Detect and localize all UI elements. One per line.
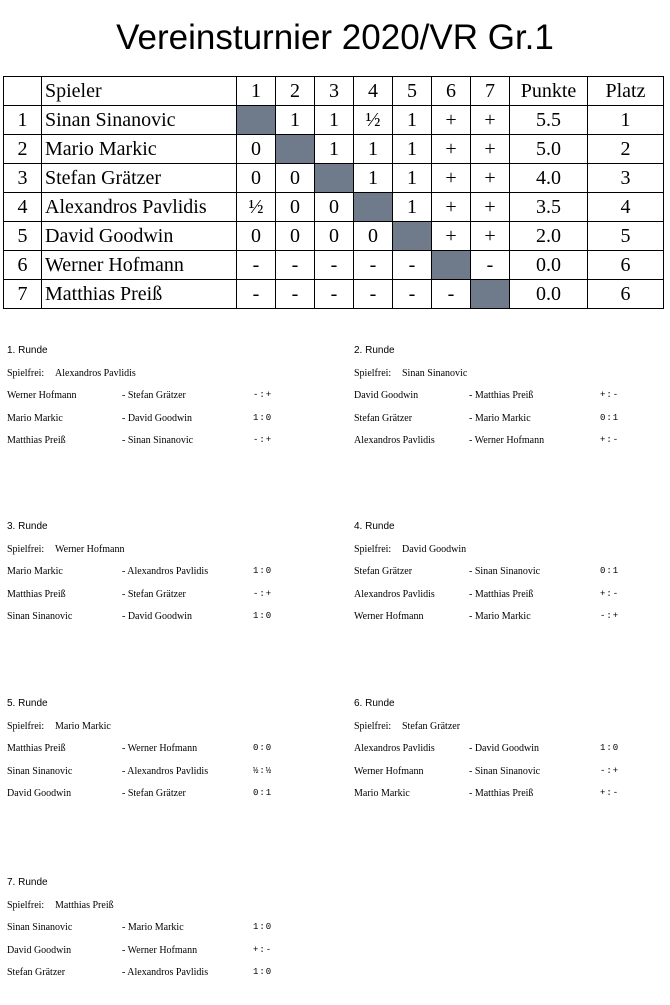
game-result: 1:0 [253,611,273,621]
diagonal-cell [432,251,471,280]
diagonal-cell [393,222,432,251]
result-cell: - [315,280,354,309]
header-col: 6 [432,77,471,106]
result-cell: 0 [276,164,315,193]
result-cell: + [471,193,510,222]
bye-line [7,368,136,379]
header-col: 4 [354,77,393,106]
round-title: 3. Runde [7,521,48,532]
bye-player: Stefan Grätzer [402,721,461,732]
game-result: 1:0 [253,412,273,423]
white-player: Stefan Grätzer [7,967,66,978]
black-player: - Sinan Sinanovic [469,765,541,777]
player-name: Stefan Grätzer [42,164,237,193]
result-cell: 1 [393,193,432,222]
black-player: - Alexandros Pavlidis [122,566,209,577]
bye-line [7,721,111,732]
game-result: 1:0 [253,566,273,576]
game-row [354,788,670,802]
result-cell: - [237,280,276,309]
black-player: - Mario Markic [469,412,531,424]
result-cell: 1 [354,164,393,193]
result-cell: 1 [393,164,432,193]
white-player: Mario Markic [7,566,63,577]
bye-player: Mario Markic [55,721,111,732]
result-cell: 0 [315,222,354,251]
game-row [7,922,327,936]
game-row [7,566,327,580]
game-row [354,435,670,449]
black-player: - David Goodwin [122,412,192,424]
black-player: - Stefan Grätzer [122,588,186,600]
game-result: 1:0 [253,967,273,977]
black-player: - Mario Markic [122,922,184,933]
game-row [7,967,327,981]
crosstable-header-row [4,77,664,106]
result-cell: + [471,106,510,135]
white-player: Werner Hofmann [354,765,424,777]
game-row [7,435,327,449]
crosstable-row [4,106,664,135]
result-cell: 1 [393,106,432,135]
game-result: 0:1 [253,788,273,798]
crosstable-row [4,135,664,164]
game-result: 1:0 [253,922,273,932]
diagonal-cell [237,106,276,135]
white-player: Matthias Preiß [7,743,66,754]
result-cell: 0 [237,135,276,164]
game-result: +:- [600,588,620,599]
black-player: - Werner Hofmann [469,435,545,446]
black-player: - David Goodwin [469,743,539,754]
result-cell: 1 [315,135,354,164]
game-row [7,589,327,603]
white-player: Matthias Preiß [7,588,66,600]
round-title: 1. Runde [7,345,48,356]
result-cell: - [354,251,393,280]
game-result: +:- [600,435,620,445]
game-result: 1:0 [600,743,620,753]
result-cell: - [471,251,510,280]
result-cell: 0 [276,193,315,222]
bye-player: David Goodwin [402,544,467,555]
points-cell: 0.0 [510,280,588,309]
game-result: 0:0 [253,743,273,753]
white-player: Sinan Sinanovic [7,611,73,622]
black-player: - Werner Hofmann [122,743,198,754]
result-cell: 1 [276,106,315,135]
game-row [354,413,670,427]
game-result: 0:1 [600,412,620,423]
game-row [7,611,327,625]
points-cell: 2.0 [510,222,588,251]
bye-label: Spielfrei: [354,721,392,732]
game-result: -:+ [253,588,273,599]
result-cell: 0 [354,222,393,251]
bye-player: Werner Hofmann [55,544,125,555]
bye-line [354,544,466,555]
result-cell: + [432,106,471,135]
result-cell: 1 [315,106,354,135]
bye-label: Spielfrei: [7,900,45,911]
header-col: 5 [393,77,432,106]
round-title: 7. Runde [7,877,48,888]
place-cell: 5 [588,222,664,251]
white-player: Stefan Grätzer [354,566,413,577]
game-result: -:+ [253,435,273,445]
game-result: -:+ [253,390,273,400]
bye-line [354,721,460,732]
game-row [7,413,327,427]
round-title: 4. Runde [354,521,395,532]
game-row [354,390,670,404]
points-cell: 5.0 [510,135,588,164]
white-player: Werner Hofmann [7,390,77,401]
game-row [7,743,327,757]
result-cell: ½ [237,193,276,222]
crosstable-row [4,193,664,222]
result-cell: 0 [315,193,354,222]
game-row [7,390,327,404]
game-row [354,743,670,757]
result-cell: + [432,222,471,251]
black-player: - Matthias Preiß [469,390,534,401]
round-title: 6. Runde [354,698,395,709]
black-player: - Stefan Grätzer [122,788,186,799]
black-player: - Alexandros Pavlidis [122,765,209,777]
game-result: -:+ [600,765,620,776]
game-result: -:+ [600,611,620,621]
place-cell: 6 [588,251,664,280]
header-points: Punkte [510,77,588,106]
result-cell: - [276,280,315,309]
header-col: 3 [315,77,354,106]
result-cell: 0 [237,222,276,251]
black-player: - Sinan Sinanovic [469,566,541,577]
player-name: Sinan Sinanovic [42,106,237,135]
bye-player: Sinan Sinanovic [402,368,468,379]
row-num: 1 [4,106,42,135]
white-player: Werner Hofmann [354,611,424,622]
black-player: - Matthias Preiß [469,788,534,799]
player-name: David Goodwin [42,222,237,251]
round-title: 5. Runde [7,698,48,709]
place-cell: 6 [588,280,664,309]
player-name: Werner Hofmann [42,251,237,280]
place-cell: 3 [588,164,664,193]
player-name: Mario Markic [42,135,237,164]
result-cell: - [432,280,471,309]
row-num: 3 [4,164,42,193]
points-cell: 0.0 [510,251,588,280]
bye-label: Spielfrei: [7,721,45,732]
result-cell: - [393,251,432,280]
white-player: Alexandros Pavlidis [354,435,435,446]
result-cell: 0 [237,164,276,193]
game-row [354,589,670,603]
result-cell: 1 [393,135,432,164]
white-player: Alexandros Pavlidis [354,743,435,754]
result-cell: ½ [354,106,393,135]
white-player: Alexandros Pavlidis [354,588,435,600]
header-num [4,77,42,106]
game-row [354,566,670,580]
bye-line [354,368,467,379]
black-player: - Mario Markic [469,611,531,622]
diagonal-cell [471,280,510,309]
row-num: 4 [4,193,42,222]
result-cell: + [432,193,471,222]
black-player: - Matthias Preiß [469,588,534,600]
white-player: David Goodwin [7,944,72,956]
place-cell: 2 [588,135,664,164]
row-num: 6 [4,251,42,280]
bye-player: Matthias Preiß [55,900,114,911]
header-col: 2 [276,77,315,106]
black-player: - David Goodwin [122,611,192,622]
bye-label: Spielfrei: [7,544,45,555]
black-player: - Werner Hofmann [122,944,198,956]
row-num: 5 [4,222,42,251]
crosstable-row [4,251,664,280]
game-row [354,766,670,780]
game-result: +:- [253,944,273,955]
bye-label: Spielfrei: [354,368,392,379]
result-cell: + [471,135,510,164]
header-col: 7 [471,77,510,106]
bye-player: Alexandros Pavlidis [55,368,136,379]
game-row [354,611,670,625]
header-place: Platz [588,77,664,106]
white-player: Sinan Sinanovic [7,765,73,777]
round-title: 2. Runde [354,345,395,356]
place-cell: 1 [588,106,664,135]
crosstable-row [4,222,664,251]
crosstable [3,76,664,309]
player-name: Matthias Preiß [42,280,237,309]
game-result: 0:1 [600,566,620,576]
result-cell: 0 [276,222,315,251]
player-name: Alexandros Pavlidis [42,193,237,222]
white-player: Stefan Grätzer [354,412,413,424]
white-player: David Goodwin [354,390,419,401]
white-player: Mario Markic [354,788,410,799]
bye-line [7,900,114,911]
white-player: David Goodwin [7,788,72,799]
white-player: Sinan Sinanovic [7,922,73,933]
bye-line [7,544,124,555]
points-cell: 3.5 [510,193,588,222]
result-cell: + [471,222,510,251]
game-row [7,788,327,802]
result-cell: - [237,251,276,280]
row-num: 2 [4,135,42,164]
game-result: +:- [600,390,620,400]
result-cell: + [432,164,471,193]
diagonal-cell [354,193,393,222]
diagonal-cell [315,164,354,193]
game-result: ½:½ [253,765,273,776]
black-player: - Alexandros Pavlidis [122,967,209,978]
crosstable-row [4,164,664,193]
bye-label: Spielfrei: [7,368,45,379]
row-num: 7 [4,280,42,309]
points-cell: 4.0 [510,164,588,193]
page-title: Vereinsturnier 2020/VR Gr.1 [116,18,554,57]
result-cell: - [354,280,393,309]
result-cell: - [315,251,354,280]
black-player: - Sinan Sinanovic [122,435,194,446]
result-cell: 1 [354,135,393,164]
result-cell: - [393,280,432,309]
header-col: 1 [237,77,276,106]
game-row [7,766,327,780]
place-cell: 4 [588,193,664,222]
result-cell: + [471,164,510,193]
header-player: Spieler [42,77,237,106]
result-cell: - [276,251,315,280]
crosstable-row [4,280,664,309]
white-player: Mario Markic [7,412,63,424]
game-row [7,945,327,959]
diagonal-cell [276,135,315,164]
result-cell: + [432,135,471,164]
game-result: +:- [600,788,620,798]
black-player: - Stefan Grätzer [122,390,186,401]
white-player: Matthias Preiß [7,435,66,446]
points-cell: 5.5 [510,106,588,135]
bye-label: Spielfrei: [354,544,392,555]
